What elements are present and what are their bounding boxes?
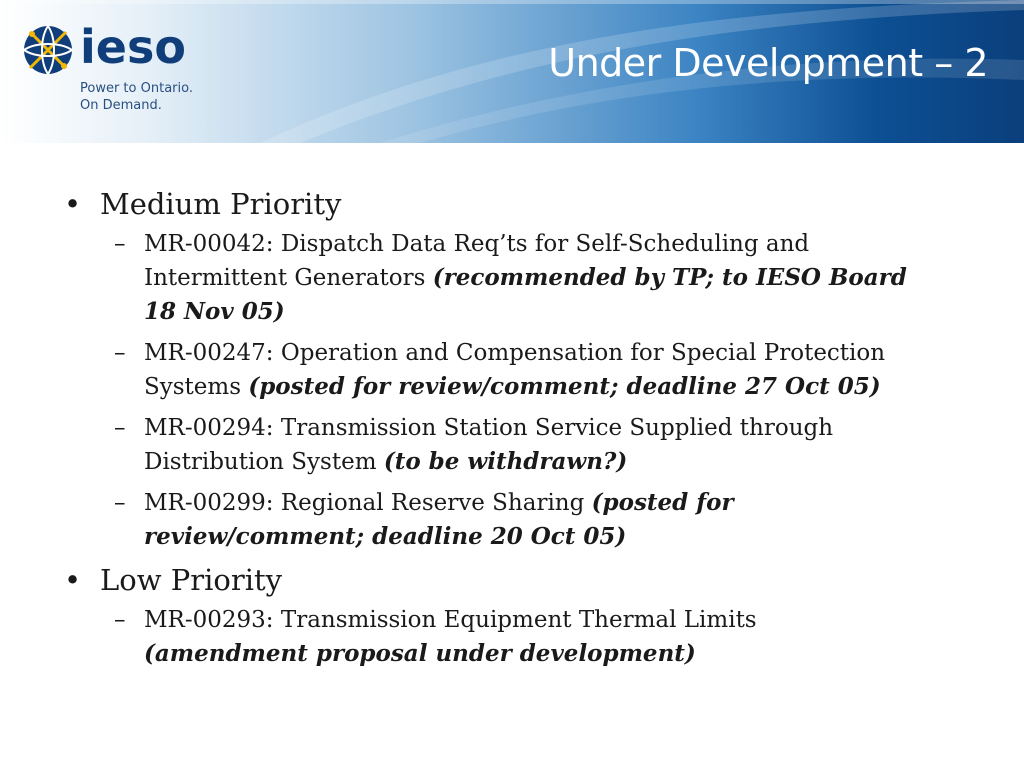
slide-title: Under Development – 2: [548, 41, 988, 85]
logo-wordmark: ieso: [80, 20, 186, 74]
dash-icon: –: [114, 607, 126, 633]
item-status-note: (amendment proposal under development): [144, 640, 696, 667]
section-heading: Low Priority: [100, 563, 283, 597]
logo-tagline-line-1: Power to Ontario.: [80, 81, 193, 96]
slide-body: [64, 185, 964, 678]
section-low-priority: [64, 561, 964, 599]
list-item: [92, 336, 944, 404]
logo-tagline-line-2: On Demand.: [80, 98, 162, 113]
item-status-note: (posted for review/comment; deadline 27 Oct 05): [248, 373, 881, 400]
list-item: [92, 411, 944, 479]
item-status-note: (to be withdrawn?): [383, 448, 628, 475]
item-text: MR-00299: Regional Reserve Sharing: [144, 490, 592, 516]
dash-icon: –: [114, 340, 126, 366]
ieso-logo: [18, 20, 218, 120]
section-heading: Medium Priority: [100, 187, 342, 221]
bullet-icon: •: [64, 187, 82, 221]
slide-header: [0, 0, 1024, 143]
item-text: MR-00294: Transmission Station Service Supplied through Distribution System: [144, 415, 834, 475]
dash-icon: –: [114, 415, 126, 441]
ieso-globe-icon: [18, 20, 78, 80]
item-text: MR-00293: Transmission Equipment Thermal Limits: [144, 607, 757, 633]
item-text: MR-00247: Operation and Compensation for Special Protection Systems: [144, 340, 886, 400]
dash-icon: –: [114, 231, 126, 257]
list-item: [92, 603, 824, 671]
list-item: [92, 227, 944, 329]
logo-tagline: [80, 80, 193, 114]
dash-icon: –: [114, 490, 126, 516]
bullet-icon: •: [64, 563, 82, 597]
item-status-note: (recommended by TP; to IESO Board 18 Nov 05): [144, 264, 907, 325]
section-medium-priority: [64, 185, 964, 223]
list-item: [92, 486, 784, 554]
item-status-note: (posted for review/comment; deadline 20 Oct 05): [144, 489, 734, 550]
item-text: MR-00042: Dispatch Data Req’ts for Self-Scheduling and Intermittent Generators: [144, 231, 810, 291]
